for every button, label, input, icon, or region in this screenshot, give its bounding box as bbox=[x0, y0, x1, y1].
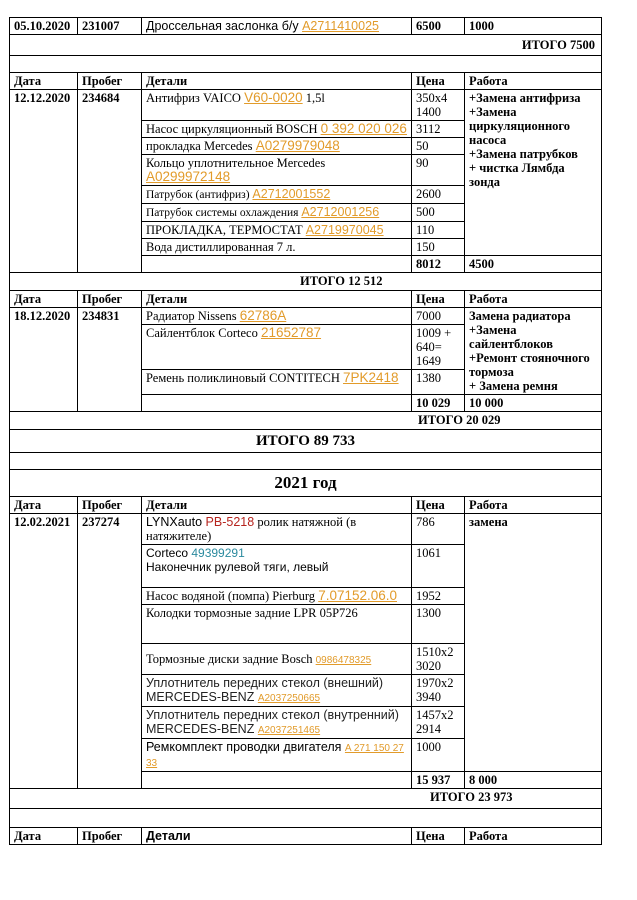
header-date: Дата bbox=[10, 497, 78, 514]
header-row bbox=[10, 828, 602, 845]
header-mileage: Пробег bbox=[78, 291, 142, 308]
header-details: Детали bbox=[142, 828, 412, 845]
header-date: Дата bbox=[10, 291, 78, 308]
detail-cell: Антифриз VAICO V60-0020 1,5l bbox=[142, 90, 412, 121]
price-cell: 1457x2 2914 bbox=[412, 707, 465, 739]
blank-row bbox=[10, 56, 602, 73]
price-cell: 1510x2 3020 bbox=[412, 644, 465, 675]
table-row bbox=[10, 90, 602, 121]
price-cell: 1952 bbox=[412, 588, 465, 605]
date-cell: 12.12.2020 bbox=[10, 90, 78, 273]
part-link[interactable]: V60-0020 bbox=[244, 90, 303, 105]
work-cell: замена bbox=[465, 514, 602, 772]
total-row bbox=[10, 412, 602, 430]
work-cell: Замена радиатора +Замена сайлентблоков +Ремонт стояночного тормоза + Замена ремня bbox=[465, 308, 602, 395]
total-label: ИТОГО 12 512 bbox=[10, 273, 602, 291]
part-link[interactable]: A2037250665 bbox=[257, 693, 321, 704]
sum-work: 8 000 bbox=[465, 772, 602, 789]
detail-cell: Радиатор Nissens 62786A bbox=[142, 308, 412, 325]
header-mileage: Пробег bbox=[78, 828, 142, 845]
detail-cell: Патрубок системы охлаждения A2712001256 bbox=[142, 204, 412, 222]
table-row bbox=[10, 308, 602, 325]
header-work: Работа bbox=[465, 291, 602, 308]
header-mileage: Пробег bbox=[78, 73, 142, 90]
header-date: Дата bbox=[10, 73, 78, 90]
header-price: Цена bbox=[412, 291, 465, 308]
grand-total-row bbox=[10, 430, 602, 453]
sum-work: 4500 bbox=[465, 256, 602, 273]
detail-cell: Уплотнитель передних стекол (внутренний) MERCEDES-BENZ A2037251465 bbox=[142, 707, 412, 739]
date-cell: 05.10.2020 bbox=[10, 18, 78, 35]
detail-cell: Corteco 49399291 Наконечник рулевой тяги, левый bbox=[142, 545, 412, 588]
detail-cell: Сайлентблок Corteco 21652787 bbox=[142, 325, 412, 370]
header-mileage: Пробег bbox=[78, 497, 142, 514]
table-row bbox=[10, 18, 602, 35]
blank-row bbox=[10, 809, 602, 828]
blank-row bbox=[10, 453, 602, 470]
header-price: Цена bbox=[412, 73, 465, 90]
detail-cell: Дроссельная заслонка б/у A2711410025 bbox=[142, 18, 412, 35]
header-details: Детали bbox=[142, 291, 412, 308]
mileage-cell: 237274 bbox=[78, 514, 142, 789]
year-row bbox=[10, 470, 602, 497]
service-log-table bbox=[9, 17, 602, 845]
part-link[interactable]: A0279979048 bbox=[255, 138, 340, 153]
work-cell: +Замена антифриза +Замена циркуляционного насоса +Замена патрубков + чистка Лямбда зонда bbox=[465, 90, 602, 256]
part-link[interactable]: 7PK2418 bbox=[343, 370, 399, 385]
part-link[interactable]: A2712001552 bbox=[252, 187, 331, 201]
header-date: Дата bbox=[10, 828, 78, 845]
price-cell: 1300 bbox=[412, 605, 465, 644]
price-cell: 90 bbox=[412, 155, 465, 186]
detail-cell: Кольцо уплотнительное Mercedes A0299972148 bbox=[142, 155, 412, 186]
detail-cell: Насос циркуляционный BOSCH 0 392 020 026 bbox=[142, 121, 412, 138]
part-link[interactable]: A2719970045 bbox=[305, 223, 384, 237]
work-cell: 1000 bbox=[465, 18, 602, 35]
price-cell: 110 bbox=[412, 222, 465, 239]
date-cell: 12.02.2021 bbox=[10, 514, 78, 789]
header-work: Работа bbox=[465, 828, 602, 845]
table-row bbox=[10, 514, 602, 545]
detail-cell: Ремкомплект проводки двигателя A 271 150 27 33 bbox=[142, 739, 412, 772]
detail-cell: Патрубок (антифриз) A2712001552 bbox=[142, 186, 412, 204]
detail-cell: Насос водяной (помпа) Pierburg 7.07152.06.0 bbox=[142, 588, 412, 605]
part-code[interactable]: PB-5218 bbox=[205, 515, 255, 529]
part-link[interactable]: A0299972148 bbox=[146, 169, 231, 184]
total-label: ИТОГО 7500 bbox=[10, 35, 602, 56]
header-work: Работа bbox=[465, 497, 602, 514]
price-cell: 1000 bbox=[412, 739, 465, 772]
price-cell: 7000 bbox=[412, 308, 465, 325]
price-cell: 1061 bbox=[412, 545, 465, 588]
detail-cell: ПРОКЛАДКА, ТЕРМОСТАТ A2719970045 bbox=[142, 222, 412, 239]
part-link[interactable]: A2712001256 bbox=[301, 205, 380, 219]
price-cell: 786 bbox=[412, 514, 465, 545]
total-row bbox=[10, 273, 602, 291]
total-row bbox=[10, 35, 602, 56]
mileage-cell: 231007 bbox=[78, 18, 142, 35]
total-label: ИТОГО 20 029 bbox=[10, 412, 602, 430]
header-row bbox=[10, 73, 602, 90]
mileage-cell: 234831 bbox=[78, 308, 142, 412]
part-link[interactable]: A2711410025 bbox=[302, 19, 379, 33]
price-cell: 50 bbox=[412, 138, 465, 155]
part-link[interactable]: 62786A bbox=[239, 308, 287, 323]
price-cell: 6500 bbox=[412, 18, 465, 35]
part-link[interactable]: 7.07152.06.0 bbox=[318, 588, 398, 603]
part-link[interactable]: 21652787 bbox=[260, 325, 322, 340]
header-details: Детали bbox=[142, 497, 412, 514]
service-log-page bbox=[9, 17, 601, 845]
header-work: Работа bbox=[465, 73, 602, 90]
part-link[interactable]: A 271 150 27 33 bbox=[146, 743, 404, 769]
detail-cell: Ремень поликлиновый CONTITECH 7PK2418 bbox=[142, 370, 412, 395]
price-cell: 150 bbox=[412, 239, 465, 256]
part-code[interactable]: 49399291 bbox=[191, 546, 245, 560]
sum-price: 15 937 bbox=[412, 772, 465, 789]
price-cell: 500 bbox=[412, 204, 465, 222]
price-cell: 1009 + 640= 1649 bbox=[412, 325, 465, 370]
header-price: Цена bbox=[412, 828, 465, 845]
price-cell: 350x4 1400 bbox=[412, 90, 465, 121]
part-link[interactable]: A2037251465 bbox=[257, 725, 321, 736]
year-heading: 2021 год bbox=[10, 470, 602, 497]
total-label: ИТОГО 23 973 bbox=[10, 789, 602, 809]
header-row bbox=[10, 291, 602, 308]
price-cell: 3112 bbox=[412, 121, 465, 138]
price-cell: 1380 bbox=[412, 370, 465, 395]
sum-work: 10 000 bbox=[465, 395, 602, 412]
header-price: Цена bbox=[412, 497, 465, 514]
part-link[interactable]: 0986478325 bbox=[315, 654, 372, 666]
price-cell: 1970x2 3940 bbox=[412, 675, 465, 707]
detail-cell: Тормозные диски задние Bosch 0986478325 bbox=[142, 644, 412, 675]
price-cell: 2600 bbox=[412, 186, 465, 204]
total-row bbox=[10, 789, 602, 809]
part-link[interactable]: 0 392 020 026 bbox=[320, 121, 407, 136]
header-details: Детали bbox=[142, 73, 412, 90]
detail-cell: Колодки тормозные задние LPR 05P726 bbox=[142, 605, 412, 644]
header-row bbox=[10, 497, 602, 514]
detail-cell: прокладка Mercedes A0279979048 bbox=[142, 138, 412, 155]
detail-cell: Уплотнитель передних стекол (внешний) MERCEDES-BENZ A2037250665 bbox=[142, 675, 412, 707]
sum-price: 8012 bbox=[412, 256, 465, 273]
sum-price: 10 029 bbox=[412, 395, 465, 412]
detail-cell: LYNXauto PB-5218 ролик натяжной (в натяжителе) bbox=[142, 514, 412, 545]
grand-total-label: ИТОГО 89 733 bbox=[10, 430, 602, 453]
date-cell: 18.12.2020 bbox=[10, 308, 78, 412]
detail-cell: Вода дистиллированная 7 л. bbox=[142, 239, 412, 256]
mileage-cell: 234684 bbox=[78, 90, 142, 273]
